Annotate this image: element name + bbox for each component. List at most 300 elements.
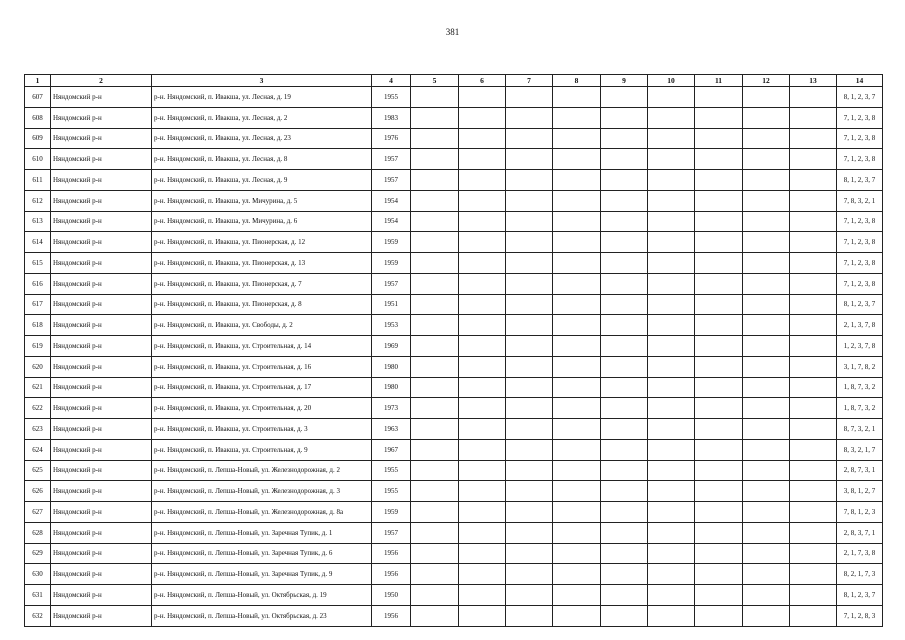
empty-cell-col-13 [790,398,837,419]
empty-cell-col-8 [553,543,601,564]
table-row [25,460,883,481]
address-cell: р-н. Няндомский, п. Ивакша, ул. Строительная, д. 9 [152,439,372,460]
empty-cell-col-9 [601,336,648,357]
empty-cell-col-12 [743,107,790,128]
address-cell: р-н. Няндомский, п. Ивакша, ул. Пионерская, д. 13 [152,253,372,274]
row-number: 627 [25,502,51,523]
district-cell: Няндомский р-н [51,605,152,626]
row-number: 625 [25,460,51,481]
year-cell: 1969 [372,336,411,357]
empty-cell-col-12 [743,253,790,274]
empty-cell-col-12 [743,419,790,440]
table-body [25,87,883,627]
empty-cell-col-7 [506,522,553,543]
column-header-4: 4 [372,75,411,87]
empty-cell-col-8 [553,377,601,398]
page-number: 381 [445,27,460,37]
district-cell: Няндомский р-н [51,170,152,191]
address-cell: р-н. Няндомский, п. Ивакша, ул. Строительная, д. 17 [152,377,372,398]
empty-cell-col-5 [411,128,459,149]
address-cell: р-н. Няндомский, п. Ивакша, ул. Строительная, д. 20 [152,398,372,419]
empty-cell-col-7 [506,211,553,232]
row-number: 616 [25,273,51,294]
empty-cell-col-12 [743,211,790,232]
empty-cell-col-8 [553,439,601,460]
empty-cell-col-5 [411,564,459,585]
empty-cell-col-10 [648,128,695,149]
empty-cell-col-7 [506,87,553,108]
district-cell: Няндомский р-н [51,460,152,481]
column-header-11: 11 [695,75,743,87]
empty-cell-col-12 [743,356,790,377]
table-row [25,502,883,523]
empty-cell-col-12 [743,190,790,211]
district-cell: Няндомский р-н [51,232,152,253]
empty-cell-col-7 [506,439,553,460]
empty-cell-col-10 [648,149,695,170]
empty-cell-col-9 [601,211,648,232]
empty-cell-col-7 [506,107,553,128]
row-number: 617 [25,294,51,315]
empty-cell-col-7 [506,253,553,274]
empty-cell-col-6 [459,336,506,357]
empty-cell-col-13 [790,419,837,440]
empty-cell-col-5 [411,356,459,377]
empty-cell-col-11 [695,211,743,232]
empty-cell-col-6 [459,170,506,191]
empty-cell-col-7 [506,170,553,191]
district-cell: Няндомский р-н [51,481,152,502]
empty-cell-col-7 [506,605,553,626]
district-cell: Няндомский р-н [51,149,152,170]
empty-cell-col-11 [695,439,743,460]
empty-cell-col-9 [601,605,648,626]
district-cell: Няндомский р-н [51,439,152,460]
address-cell: р-н. Няндомский, п. Ивакша, ул. Лесная, д. 2 [152,107,372,128]
empty-cell-col-12 [743,336,790,357]
district-cell: Няндомский р-н [51,253,152,274]
empty-cell-col-7 [506,564,553,585]
row-number: 629 [25,543,51,564]
year-cell: 1973 [372,398,411,419]
row-number: 624 [25,439,51,460]
table-row [25,253,883,274]
row-number: 631 [25,585,51,606]
row-number: 608 [25,107,51,128]
empty-cell-col-7 [506,336,553,357]
code-cell: 7, 1, 2, 3, 8 [837,273,883,294]
empty-cell-col-11 [695,273,743,294]
empty-cell-col-8 [553,502,601,523]
address-cell: р-н. Няндомский, п. Ивакша, ул. Лесная, д. 8 [152,149,372,170]
empty-cell-col-5 [411,377,459,398]
row-number: 623 [25,419,51,440]
empty-cell-col-5 [411,398,459,419]
column-header-14: 14 [837,75,883,87]
code-cell: 7, 8, 3, 2, 1 [837,190,883,211]
code-cell: 8, 1, 2, 3, 7 [837,170,883,191]
table-row [25,481,883,502]
code-cell: 8, 1, 2, 3, 7 [837,294,883,315]
year-cell: 1967 [372,439,411,460]
column-header-7: 7 [506,75,553,87]
empty-cell-col-8 [553,128,601,149]
year-cell: 1980 [372,356,411,377]
year-cell: 1957 [372,149,411,170]
district-cell: Няндомский р-н [51,377,152,398]
column-header-1: 1 [25,75,51,87]
empty-cell-col-6 [459,377,506,398]
empty-cell-col-13 [790,273,837,294]
empty-cell-col-9 [601,232,648,253]
empty-cell-col-5 [411,315,459,336]
empty-cell-col-10 [648,481,695,502]
empty-cell-col-8 [553,273,601,294]
empty-cell-col-10 [648,336,695,357]
empty-cell-col-13 [790,439,837,460]
empty-cell-col-10 [648,107,695,128]
empty-cell-col-9 [601,294,648,315]
code-cell: 3, 8, 1, 2, 7 [837,481,883,502]
year-cell: 1954 [372,211,411,232]
empty-cell-col-6 [459,502,506,523]
year-cell: 1959 [372,502,411,523]
code-cell: 7, 8, 1, 2, 3 [837,502,883,523]
row-number: 610 [25,149,51,170]
empty-cell-col-7 [506,543,553,564]
table-row [25,377,883,398]
empty-cell-col-6 [459,190,506,211]
empty-cell-col-6 [459,253,506,274]
code-cell: 8, 7, 3, 2, 1 [837,419,883,440]
empty-cell-col-5 [411,273,459,294]
empty-cell-col-5 [411,211,459,232]
year-cell: 1976 [372,128,411,149]
empty-cell-col-9 [601,190,648,211]
empty-cell-col-7 [506,585,553,606]
empty-cell-col-9 [601,419,648,440]
address-cell: р-н. Няндомский, п. Лепша-Новый, ул. Октябрьская, д. 23 [152,605,372,626]
empty-cell-col-7 [506,190,553,211]
empty-cell-col-11 [695,336,743,357]
empty-cell-col-5 [411,439,459,460]
empty-cell-col-12 [743,294,790,315]
row-number: 615 [25,253,51,274]
empty-cell-col-8 [553,107,601,128]
empty-cell-col-8 [553,460,601,481]
empty-cell-col-6 [459,356,506,377]
empty-cell-col-11 [695,481,743,502]
empty-cell-col-11 [695,170,743,191]
empty-cell-col-13 [790,543,837,564]
year-cell: 1963 [372,419,411,440]
year-cell: 1953 [372,315,411,336]
code-cell: 2, 8, 7, 3, 1 [837,460,883,481]
header-row [25,75,883,87]
empty-cell-col-6 [459,294,506,315]
year-cell: 1956 [372,543,411,564]
empty-cell-col-5 [411,170,459,191]
empty-cell-col-11 [695,502,743,523]
empty-cell-col-10 [648,356,695,377]
empty-cell-col-9 [601,107,648,128]
empty-cell-col-9 [601,149,648,170]
empty-cell-col-8 [553,149,601,170]
empty-cell-col-11 [695,149,743,170]
empty-cell-col-9 [601,460,648,481]
district-cell: Няндомский р-н [51,87,152,108]
year-cell: 1955 [372,87,411,108]
empty-cell-col-12 [743,585,790,606]
table-row [25,107,883,128]
empty-cell-col-8 [553,87,601,108]
address-cell: р-н. Няндомский, п. Лепша-Новый, ул. Заречная Тупик, д. 1 [152,522,372,543]
empty-cell-col-8 [553,315,601,336]
empty-cell-col-12 [743,170,790,191]
empty-cell-col-6 [459,398,506,419]
empty-cell-col-10 [648,585,695,606]
empty-cell-col-13 [790,232,837,253]
row-number: 609 [25,128,51,149]
row-number: 621 [25,377,51,398]
empty-cell-col-12 [743,543,790,564]
empty-cell-col-13 [790,481,837,502]
address-cell: р-н. Няндомский, п. Ивакша, ул. Строительная, д. 14 [152,336,372,357]
empty-cell-col-6 [459,564,506,585]
row-number: 622 [25,398,51,419]
empty-cell-col-9 [601,502,648,523]
empty-cell-col-13 [790,502,837,523]
empty-cell-col-6 [459,107,506,128]
table-row [25,605,883,626]
empty-cell-col-9 [601,253,648,274]
empty-cell-col-7 [506,419,553,440]
empty-cell-col-9 [601,398,648,419]
empty-cell-col-13 [790,605,837,626]
empty-cell-col-10 [648,398,695,419]
empty-cell-col-11 [695,87,743,108]
empty-cell-col-8 [553,336,601,357]
address-cell: р-н. Няндомский, п. Лепша-Новый, ул. Заречная Тупик, д. 9 [152,564,372,585]
empty-cell-col-13 [790,87,837,108]
empty-cell-col-11 [695,253,743,274]
empty-cell-col-10 [648,211,695,232]
empty-cell-col-12 [743,564,790,585]
year-cell: 1956 [372,605,411,626]
year-cell: 1957 [372,273,411,294]
code-cell: 8, 2, 1, 7, 3 [837,564,883,585]
empty-cell-col-5 [411,107,459,128]
empty-cell-col-5 [411,253,459,274]
district-cell: Няндомский р-н [51,273,152,294]
address-cell: р-н. Няндомский, п. Лепша-Новый, ул. Железнодорожная, д. 2 [152,460,372,481]
empty-cell-col-6 [459,128,506,149]
empty-cell-col-11 [695,377,743,398]
empty-cell-col-9 [601,356,648,377]
table-row [25,419,883,440]
empty-cell-col-11 [695,128,743,149]
row-number: 611 [25,170,51,191]
empty-cell-col-11 [695,398,743,419]
code-cell: 2, 8, 3, 7, 1 [837,522,883,543]
table-row [25,294,883,315]
empty-cell-col-12 [743,128,790,149]
empty-cell-col-9 [601,128,648,149]
table-row [25,170,883,191]
empty-cell-col-9 [601,315,648,336]
table-row [25,149,883,170]
code-cell: 7, 1, 2, 3, 8 [837,107,883,128]
address-cell: р-н. Няндомский, п. Ивакша, ул. Мичурина, д. 6 [152,211,372,232]
code-cell: 7, 1, 2, 8, 3 [837,605,883,626]
empty-cell-col-8 [553,564,601,585]
year-cell: 1957 [372,170,411,191]
empty-cell-col-5 [411,232,459,253]
address-cell: р-н. Няндомский, п. Ивакша, ул. Лесная, д. 23 [152,128,372,149]
empty-cell-col-11 [695,585,743,606]
empty-cell-col-11 [695,107,743,128]
table-row [25,315,883,336]
code-cell: 7, 1, 2, 3, 8 [837,128,883,149]
empty-cell-col-7 [506,481,553,502]
empty-cell-col-13 [790,253,837,274]
table-header [25,75,883,87]
empty-cell-col-13 [790,149,837,170]
empty-cell-col-9 [601,585,648,606]
address-cell: р-н. Няндомский, п. Ивакша, ул. Строительная, д. 16 [152,356,372,377]
empty-cell-col-11 [695,419,743,440]
address-cell: р-н. Няндомский, п. Ивакша, ул. Пионерская, д. 8 [152,294,372,315]
empty-cell-col-12 [743,273,790,294]
empty-cell-col-13 [790,294,837,315]
column-header-12: 12 [743,75,790,87]
column-header-5: 5 [411,75,459,87]
empty-cell-col-6 [459,315,506,336]
empty-cell-col-13 [790,585,837,606]
address-cell: р-н. Няндомский, п. Лепша-Новый, ул. Октябрьская, д. 19 [152,585,372,606]
empty-cell-col-10 [648,419,695,440]
column-header-3: 3 [152,75,372,87]
column-header-13: 13 [790,75,837,87]
address-cell: р-н. Няндомский, п. Ивакша, ул. Лесная, д. 9 [152,170,372,191]
district-cell: Няндомский р-н [51,419,152,440]
empty-cell-col-10 [648,543,695,564]
address-cell: р-н. Няндомский, п. Ивакша, ул. Свободы, д. 2 [152,315,372,336]
empty-cell-col-5 [411,481,459,502]
district-cell: Няндомский р-н [51,211,152,232]
empty-cell-col-10 [648,439,695,460]
empty-cell-col-7 [506,128,553,149]
empty-cell-col-11 [695,232,743,253]
empty-cell-col-10 [648,315,695,336]
empty-cell-col-8 [553,356,601,377]
empty-cell-col-13 [790,522,837,543]
address-cell: р-н. Няндомский, п. Лепша-Новый, ул. Железнодорожная, д. 3 [152,481,372,502]
empty-cell-col-11 [695,605,743,626]
empty-cell-col-6 [459,149,506,170]
empty-cell-col-9 [601,273,648,294]
empty-cell-col-10 [648,605,695,626]
table-row [25,543,883,564]
empty-cell-col-5 [411,460,459,481]
empty-cell-col-10 [648,564,695,585]
empty-cell-col-7 [506,460,553,481]
empty-cell-col-8 [553,481,601,502]
empty-cell-col-12 [743,460,790,481]
empty-cell-col-5 [411,585,459,606]
empty-cell-col-11 [695,522,743,543]
empty-cell-col-12 [743,149,790,170]
empty-cell-col-12 [743,502,790,523]
empty-cell-col-8 [553,232,601,253]
empty-cell-col-9 [601,481,648,502]
empty-cell-col-5 [411,149,459,170]
empty-cell-col-7 [506,294,553,315]
empty-cell-col-6 [459,273,506,294]
year-cell: 1950 [372,585,411,606]
empty-cell-col-11 [695,315,743,336]
empty-cell-col-12 [743,481,790,502]
code-cell: 2, 1, 3, 7, 8 [837,315,883,336]
address-cell: р-н. Няндомский, п. Ивакша, ул. Мичурина, д. 5 [152,190,372,211]
empty-cell-col-5 [411,543,459,564]
empty-cell-col-6 [459,460,506,481]
empty-cell-col-10 [648,377,695,398]
empty-cell-col-12 [743,605,790,626]
empty-cell-col-6 [459,481,506,502]
empty-cell-col-8 [553,211,601,232]
year-cell: 1955 [372,481,411,502]
empty-cell-col-8 [553,605,601,626]
table-row [25,585,883,606]
empty-cell-col-7 [506,398,553,419]
empty-cell-col-12 [743,87,790,108]
address-cell: р-н. Няндомский, п. Ивакша, ул. Лесная, д. 19 [152,87,372,108]
code-cell: 7, 1, 2, 3, 8 [837,253,883,274]
empty-cell-col-13 [790,190,837,211]
code-cell: 1, 8, 7, 3, 2 [837,377,883,398]
district-cell: Няндомский р-н [51,398,152,419]
empty-cell-col-6 [459,522,506,543]
district-cell: Няндомский р-н [51,190,152,211]
empty-cell-col-8 [553,585,601,606]
empty-cell-col-10 [648,522,695,543]
empty-cell-col-12 [743,377,790,398]
column-header-9: 9 [601,75,648,87]
empty-cell-col-13 [790,170,837,191]
year-cell: 1954 [372,190,411,211]
column-header-6: 6 [459,75,506,87]
code-cell: 8, 1, 2, 3, 7 [837,87,883,108]
row-number: 614 [25,232,51,253]
year-cell: 1957 [372,522,411,543]
empty-cell-col-11 [695,460,743,481]
empty-cell-col-7 [506,502,553,523]
empty-cell-col-9 [601,543,648,564]
table-row [25,190,883,211]
code-cell: 3, 1, 7, 8, 2 [837,356,883,377]
empty-cell-col-13 [790,315,837,336]
empty-cell-col-12 [743,398,790,419]
row-number: 607 [25,87,51,108]
district-cell: Няндомский р-н [51,336,152,357]
empty-cell-col-9 [601,564,648,585]
empty-cell-col-10 [648,190,695,211]
row-number: 612 [25,190,51,211]
empty-cell-col-11 [695,294,743,315]
empty-cell-col-11 [695,564,743,585]
district-cell: Няндомский р-н [51,522,152,543]
